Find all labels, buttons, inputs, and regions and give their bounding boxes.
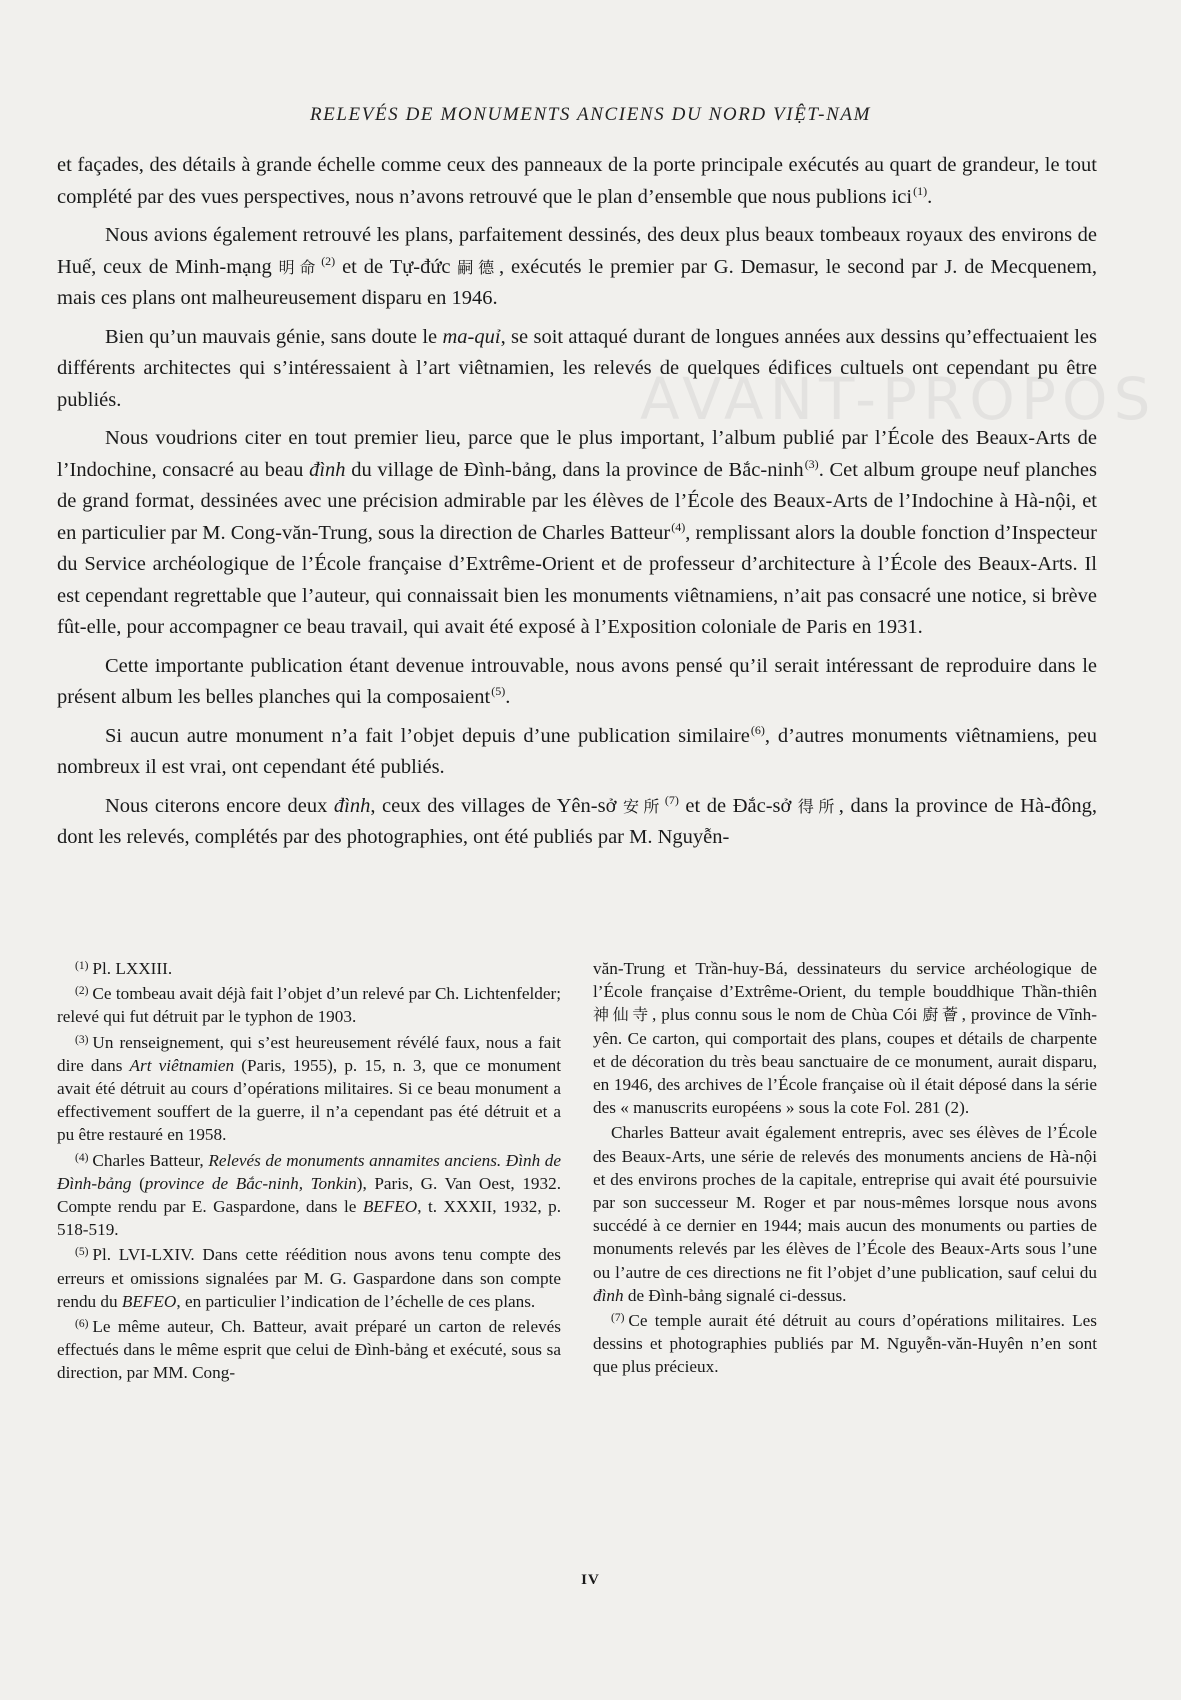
paragraph-2: Nous avions également retrouvé les plans, parfaitement dessinés, des deux plus beaux tombeaux royaux des environs de Huế, ceux de Minh-mạng 明命$^{(2)}$ et de Tự-đức 嗣德, exécutés le premier par G. Demasur, le second par J. de Mecquenem, mais ces plans ont malheureusement disparu en 1946. bbox=[57, 224, 1097, 309]
paragraph-7: Nous citerons encore deux đình, ceux des villages de Yên-sở 安所$^{(7)}$ et de Đắc-sở 得所, dans la province de Hà-đông, dont les relevés, complétés par des photographies, ont été publiés par M. Nguyễn- bbox=[57, 792, 1097, 848]
footnote-6-paragraph-2: Charles Batteur avait également entrepris, avec ses élèves de l’École des Beaux-Arts, une série de relevés des monuments anciens de Hà-nội et des environs proches de la capitale, entreprise qui avait été poursuivie par son successeur M. Roger et par nous-mêmes lorsque nous avons succédé à ce dernier en 1944; mais aucun des monuments ou parties de monuments relevés par les élèves de l’École des Beaux-Arts sous l’une ou l’autre de ces directions ne fit l’objet d’une publication, sauf celui du đình de Đình-bảng signalé ci-dessus. bbox=[593, 1123, 1097, 1305]
italic-term: đình bbox=[333, 794, 371, 817]
paragraph-4: Nous voudrions citer en tout premier lieu, parce que le plus important, l’album publié par l’École des Beaux-Arts de l’Indochine, consacré au beau đình du village de Đình-bảng, dans la province de Bắc-ninh$^{(3)}$. Cet album groupe neuf planches de grand format, dessinées avec une précision admirable par les élèves de l’École des Beaux-Arts de l’Indochine à Hà-nội, et en particulier par M. Cong-văn-Trung, sous la direction de Charles Batteur$^{(4)}$, remplissant alors la double fonction d’Inspecteur du Service archéologique de l’École française d’Extrême-Orient et de professeur d’architecture à l’École des Beaux-Arts. Il est cependant regrettable que l’auteur, qui connaissait bien les monuments viêtnamiens, n’ait pas consacré une notice, si brève fût-elle, pour accompagner ce beau travail, qui avait été exposé à l’Exposition coloniale de Paris en 1931. bbox=[57, 427, 1097, 638]
footnote-4: $^{(4)}$ Charles Batteur, Relevés de monuments annamites anciens. Đình de Đình-bảng (province de Bắc-ninh, Tonkin), Paris, G. Van Oest, 1932. Compte rendu par E. Gaspardone, dans le BEFEO, t. XXXII, 1932, p. 518-519. bbox=[57, 1150, 562, 1240]
chinese-characters: 嗣德 bbox=[457, 257, 499, 277]
chinese-characters: 明命 bbox=[278, 257, 321, 277]
bleed-through-text: AVANT-PROPOS bbox=[640, 365, 1157, 433]
footnotes-right-column bbox=[593, 957, 1097, 1387]
footnote-ref-7[interactable]: (7) bbox=[664, 792, 679, 807]
footnote-ref-1[interactable]: (1) bbox=[913, 183, 928, 198]
running-head: RELEVÉS DE MONUMENTS ANCIENS DU NORD VIỆT-NAM bbox=[309, 104, 872, 125]
italic-term: đình bbox=[309, 458, 346, 481]
paragraph-6: Si aucun autre monument n’a fait l’objet depuis d’une publication similaire$^{(6)}$, d’autres monuments viêtnamiens, peu nombreux il est vrai, ont cependant été publiés. bbox=[57, 722, 1098, 778]
footnote-ref-2[interactable]: (2) bbox=[321, 253, 336, 268]
footnotes-left-column bbox=[57, 957, 561, 1387]
footnote-2: $^{(2)}$ Ce tombeau avait déjà fait l’objet d’un relevé par Ch. Lichtenfelder; relevé qui fut détruit par le typhon de 1903. bbox=[57, 984, 561, 1027]
chinese-characters: 得所 bbox=[797, 796, 839, 816]
footnote-ref-6[interactable]: (6) bbox=[750, 722, 765, 737]
paragraph-3: Bien qu’un mauvais génie, sans doute le ma-quỉ, se soit attaqué durant de longues années aux dessins qu’effectuaient les différents architectes qui s’intéressaient à l’art viêtnamien, les relevés de quelques édifices cultuels ont cependant pu être publiés. bbox=[57, 325, 1097, 411]
footnote-5: $^{(5)}$ Pl. LVI-LXIV. Dans cette réédition nous avons tenu compte des erreurs et omissions signalées par M. G. Gaspardone dans son compte rendu du BEFEO, en particulier l’indication de l’échelle de ces plans. bbox=[57, 1245, 561, 1311]
chinese-characters: 神仙寺 bbox=[593, 1005, 652, 1025]
main-text bbox=[57, 150, 1097, 861]
footnote-6: $^{(6)}$ Le même auteur, Ch. Batteur, avait préparé un carton de relevés effectués dans le même esprit que celui de Đình-bảng et exécuté, sous sa direction, par MM. Cong- bbox=[57, 1317, 561, 1383]
page-number: IV bbox=[581, 1572, 600, 1588]
chinese-characters: 安所 bbox=[623, 796, 664, 816]
italic-term: ma-quỉ bbox=[442, 325, 501, 348]
footnote-ref-3[interactable]: (3) bbox=[804, 456, 819, 471]
footnotes bbox=[57, 957, 1097, 1387]
footnote-7: $^{(7)}$ Ce temple aurait été détruit au cours d’opérations militaires. Les dessins et photographies publiés par M. Nguyễn-văn-Huyên n’en sont que plus précieux. bbox=[593, 1311, 1097, 1377]
footnote-1: $^{(1)}$ Pl. LXXIII. bbox=[75, 959, 173, 978]
footnote-ref-5[interactable]: (5) bbox=[491, 684, 506, 698]
footnote-3: $^{(3)}$ Un renseignement, qui s’est heureusement révélé faux, nous a fait dire dans Art viêtnamien (Paris, 1955), p. 15, n. 3, que ce monument avait été détruit au cours d’opérations militaires. Si ce beau monument a effectivement souffert de la guerre, il n’a cependant pas été détruit et a pu être restauré en 1958. bbox=[57, 1032, 561, 1145]
footnote-6-continued: văn-Trung et Trần-huy-Bá, dessinateurs du service archéologique de l’École française d’Extrême-Orient, du temple bouddhique Thần-thiên 神仙寺, plus connu sous le nom de Chùa Cói 廚薈, province de Vĩnh-yên. Ce carton, qui comportait des plans, coupes et détails de charpente et de décoration du très beau sanctuaire de ce monument, aurait disparu, en 1946, des archives de l’École française où il était déposé dans la série des « manuscrits européens » sous la cote Fol. 281 (2). bbox=[593, 959, 1097, 1118]
footnote-ref-4[interactable]: (4) bbox=[671, 519, 686, 534]
chinese-characters: 廚薈 bbox=[922, 1005, 962, 1025]
paragraph-1: et façades, des détails à grande échelle comme ceux des panneaux de la porte principale exécutés au quart de grandeur, le tout complété par des vues perspectives, nous n’avons retrouvé que le plan d’ensemble que nous publions ici$^{(1)}$. bbox=[57, 154, 1097, 208]
paragraph-5: Cette importante publication étant devenue introuvable, nous avons pensé qu’il serait intéressant de reproduire dans le présent album les belles planches qui la composaient$^{(5)}$. bbox=[57, 654, 1097, 708]
